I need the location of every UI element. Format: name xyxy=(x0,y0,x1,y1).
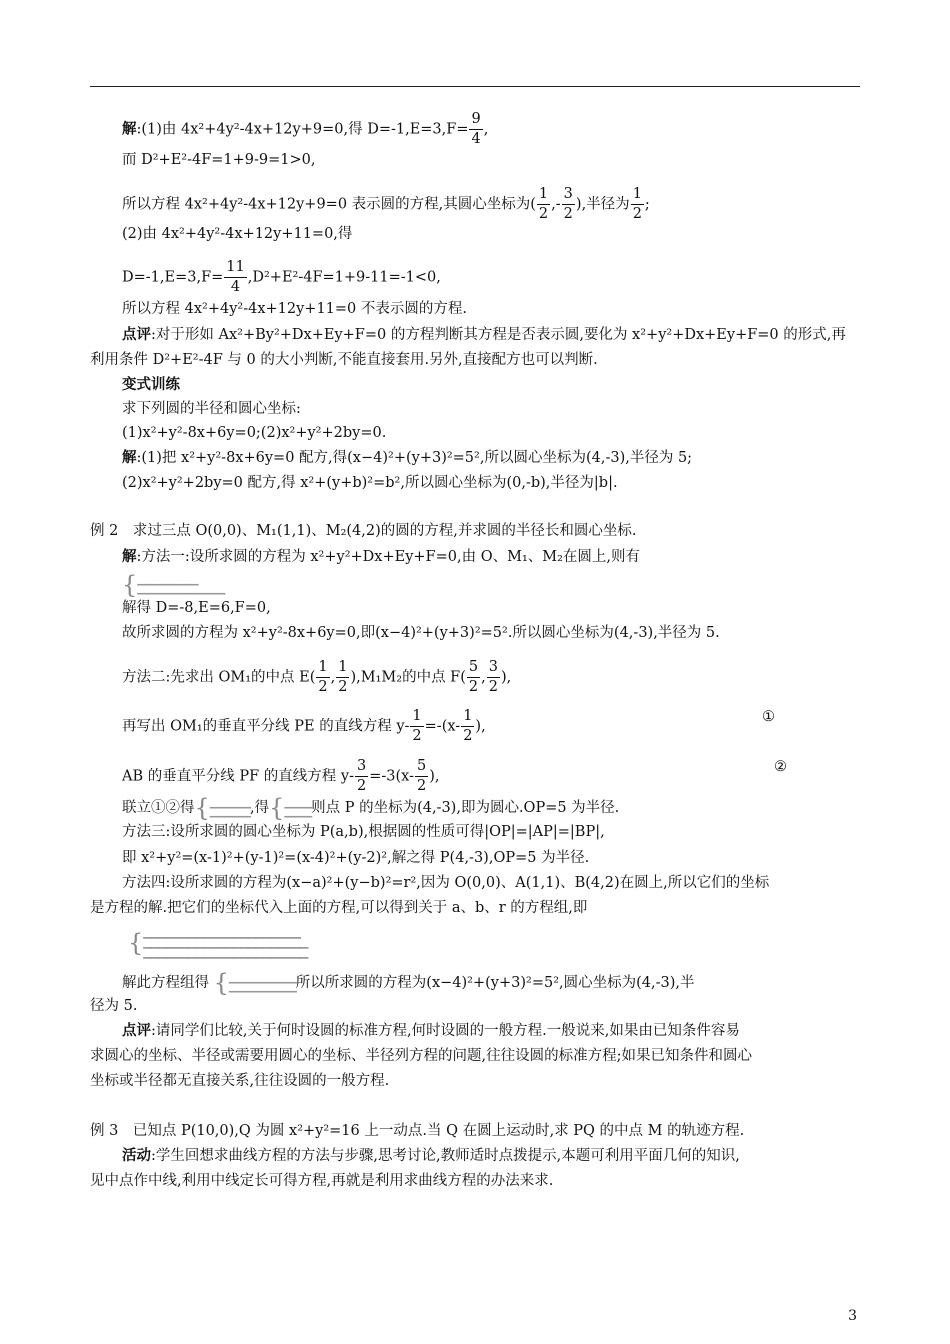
ex2-method2: 方法二:先求出 OM₁的中点 E( $\frac{1}{2}$ , $\frac{1}{2}$ ),M₁M₂的中点 F( $\frac{5}{2}$ , $\frac{3}{2}$ ), xyxy=(122,659,512,695)
activity-label: 活动 xyxy=(122,1147,151,1164)
ex2-system-image xyxy=(122,573,224,597)
fraction: $\frac{1}{2}$ xyxy=(632,186,642,222)
ex1-line1: 解:(1)由 4x²+4y²-4x+12y+9=0,得 D=-1,E=3,F= $\frac{9}{4}$ , xyxy=(122,111,489,147)
ex2-system-image-2 xyxy=(128,928,307,958)
equation-system-image: ▁▁▁▁ ▁▁▁▁ xyxy=(284,798,312,818)
ex2-s3: 故所求圆的方程为 x²+y²-8x+6y=0,即(x−4)²+(y+3)²=5².所以圆心坐标为(4,-3),半径为 5. xyxy=(122,625,720,641)
ex2-method4b: 是方程的解.把它们的坐标代入上面的方程,可以得到关于 a、b、r 的方程组,即 xyxy=(90,900,588,916)
solution-label: 解 xyxy=(122,548,137,565)
fraction: $\frac{3}{2}$ xyxy=(356,758,367,794)
ex2-comment-2: 求圆心的坐标、半径或需要用圆心的坐标、半径列方程的问题,往往设圆的标准方程;如果已知条件和圆心 xyxy=(90,1048,752,1064)
solution-label: 解 xyxy=(122,120,137,138)
drill-line4: (2)x²+y²+2by=0 配方,得 x²+(y+b)²=b²,所以圆心坐标为(0,-b),半径为|b|. xyxy=(122,475,618,491)
ex3-activity-1: 活动:学生回想求曲线方程的方法与步骤,思考讨论,教师适时点拨提示,本题可利用平面几何的知识, xyxy=(122,1147,740,1164)
ex2-title: 例 2 求过三点 O(0,0)、M₁(1,1)、M₂(4,2)的圆的方程,并求圆的半径长和圆心坐标. xyxy=(90,523,637,539)
comment-label: 点评 xyxy=(122,1022,151,1039)
fraction: $\frac{1}{2}$ xyxy=(338,659,348,695)
equation-mark-2: ② xyxy=(774,759,787,775)
ex2-comment-3: 坐标或半径都无直接关系,往往设圆的一般方程. xyxy=(90,1073,390,1089)
ex2-method3: 方法三:设所求圆的圆心坐标为 P(a,b),根据圆的性质可得|OP|=|AP|=|BP|, xyxy=(122,824,605,840)
ex1-comment-1: 点评:对于形如 Ax²+By²+Dx+Ey+F=0 的方程判断其方程是否表示圆,要化为 x²+y²+Dx+Ey+F=0 的形式,再 xyxy=(122,326,846,343)
equation-system-image: ▁▁▁▁▁▁▁▁▁ ▁▁▁▁▁▁▁▁▁▁▁▁▁ xyxy=(137,575,225,595)
left-brace-icon: { xyxy=(128,929,144,957)
ex2-pf-line: AB 的垂直平分线 PF 的直线方程 y- $\frac{3}{2}$ =-3(x- $\frac{5}{2}$ ), xyxy=(122,758,440,794)
ex3-title: 例 3 已知点 P(10,0),Q 为圆 x²+y²=16 上一动点.当 Q 在圆上运动时,求 PQ 的中点 M 的轨迹方程. xyxy=(90,1123,745,1139)
equation-system-image: ▁▁▁▁▁▁▁▁▁▁ ▁▁▁▁▁▁▁▁▁▁ xyxy=(228,973,296,993)
fraction: $\frac{3}{2}$ xyxy=(488,659,498,695)
left-brace-icon: { xyxy=(194,794,210,822)
left-brace-icon: { xyxy=(269,794,285,822)
drill-title: 变式训练 xyxy=(122,376,180,393)
comment-label: 点评 xyxy=(122,326,151,343)
left-brace-icon: { xyxy=(122,571,138,599)
ex1-line6: 所以方程 4x²+4y²-4x+12y+11=0 不表示圆的方程. xyxy=(122,301,467,317)
fraction: $\frac{5}{2}$ xyxy=(468,659,479,695)
drill-line3: 解:(1)把 x²+y²-8x+6y=0 配方,得(x−4)²+(y+3)²=5²,所以圆心坐标为(4,-3),半径为 5; xyxy=(122,449,693,466)
equation-system-image: ▁▁▁▁▁▁▁▁▁▁▁▁▁▁▁▁▁▁▁▁▁ ▁▁▁▁▁▁▁▁▁▁▁▁▁▁▁▁▁▁▁▁▁▁ ▁▁▁▁▁▁▁▁▁▁▁▁▁▁▁▁▁▁▁▁▁▁ xyxy=(143,926,308,959)
ex1-line3: 所以方程 4x²+4y²-4x+12y+9=0 表示圆的方程,其圆心坐标为( $\frac{1}{2}$ ,- $\frac{3}{2}$ ),半径为 $\frac{1}{2}$ ; xyxy=(122,186,650,222)
fraction: $\frac{9}{4}$ xyxy=(471,111,481,147)
fraction: $\frac{3}{2}$ xyxy=(563,186,573,222)
drill-line1: 求下列圆的半径和圆心坐标: xyxy=(122,401,301,417)
ex2-joint-line: 联立①②得{▁▁▁▁▁▁ ▁▁▁▁▁▁,得{▁▁▁▁ ▁▁▁▁则点 P 的坐标为(4,-3),即为圆心.OP=5 为半径. xyxy=(122,794,620,822)
ex1-comment-2: 利用条件 D²+E²-4F 与 0 的大小判断,不能直接套用.另外,直接配方也可以判断. xyxy=(90,352,598,368)
ex2-method1: 解:方法一:设所求圆的方程为 x²+y²+Dx+Ey+F=0,由 O、M₁、M₂在圆上,则有 xyxy=(122,548,641,565)
page-number: 3 xyxy=(848,1308,857,1324)
ex1-line2: 而 D²+E²-4F=1+9-9=1>0, xyxy=(122,152,316,168)
ex2-method4c: 解此方程组得 {▁▁▁▁▁▁▁▁▁▁ ▁▁▁▁▁▁▁▁▁▁所以所求圆的方程为(x−4)²+(y+3)²=5²,圆心坐标为(4,-3),半 xyxy=(122,969,695,997)
ex2-s2: 解得 D=-8,E=6,F=0, xyxy=(122,600,271,616)
drill-line2: (1)x²+y²-8x+6y=0;(2)x²+y²+2by=0. xyxy=(122,425,387,441)
left-brace-icon: { xyxy=(213,969,229,997)
fraction: $\frac{5}{2}$ xyxy=(416,758,427,794)
fraction: $\frac{11}{4}$ xyxy=(226,259,245,295)
ex2-method4d: 径为 5. xyxy=(90,998,138,1014)
ex1-line5: D=-1,E=3,F= $\frac{11}{4}$ ,D²+E²-4F=1+9-11=-1<0, xyxy=(122,259,441,295)
fraction: $\frac{1}{2}$ xyxy=(538,186,549,222)
ex2-pe-line: 再写出 OM₁的垂直平分线 PE 的直线方程 y- $\frac{1}{2}$ =-(x- $\frac{1}{2}$ ), xyxy=(122,708,486,744)
ex3-activity-2: 见中点作中线,利用中线定长可得方程,再就是利用求曲线方程的办法来求. xyxy=(90,1173,554,1189)
solution-label: 解 xyxy=(122,449,137,466)
ex1-line4: (2)由 4x²+4y²-4x+12y+11=0,得 xyxy=(122,226,353,242)
ex2-method4a: 方法四:设所求圆的方程为(x−a)²+(y−b)²=r²,因为 O(0,0)、A(1,1)、B(4,2)在圆上,所以它们的坐标 xyxy=(122,875,770,891)
header-rule xyxy=(90,86,860,87)
equation-system-image: ▁▁▁▁▁▁ ▁▁▁▁▁▁ xyxy=(209,798,250,818)
fraction: $\frac{1}{2}$ xyxy=(412,708,422,744)
fraction: $\frac{1}{2}$ xyxy=(463,708,473,744)
fraction: $\frac{1}{2}$ xyxy=(318,659,328,695)
ex2-comment-1: 点评:请同学们比较,关于何时设圆的标准方程,何时设圆的一般方程.一般说来,如果由已知条件容易 xyxy=(122,1022,740,1039)
ex2-method3b: 即 x²+y²=(x-1)²+(y-1)²=(x-4)²+(y-2)²,解之得 P(4,-3),OP=5 为半径. xyxy=(122,850,590,866)
equation-mark-1: ① xyxy=(762,709,775,725)
